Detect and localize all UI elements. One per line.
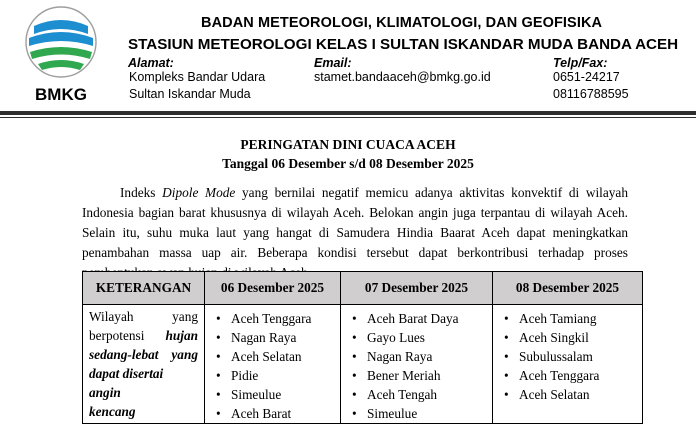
list-item: • Aceh Tenggara xyxy=(493,366,642,385)
list-item: • Bener Meriah xyxy=(341,366,492,385)
list-item: • Nagan Raya xyxy=(205,328,340,347)
list-item: • Aceh Selatan xyxy=(493,385,642,404)
list-item: • Aceh Tengah xyxy=(341,385,492,404)
list-item: • Simeulue xyxy=(205,385,340,404)
address-label: Alamat: xyxy=(128,56,174,70)
col-header-day-1: 06 Desember 2025 xyxy=(205,272,341,305)
letterhead xyxy=(0,0,696,110)
email-label: Email: xyxy=(314,56,352,70)
list-item: • Aceh Tenggara xyxy=(205,309,340,328)
para-prefix: Indeks xyxy=(120,185,163,200)
logo-text: BMKG xyxy=(35,85,87,104)
para-italic-term: Dipole Mode xyxy=(162,185,236,200)
phone-2: 08116788595 xyxy=(553,87,629,101)
list-item: • Aceh Selatan xyxy=(205,347,340,366)
list-item: • Aceh Barat xyxy=(205,404,340,423)
list-item: • Simeulue xyxy=(341,404,492,423)
desc-word: yang xyxy=(171,347,198,362)
day-2-list xyxy=(341,305,492,423)
document-date-range: Tanggal 06 Desember s/d 08 Desember 2025 xyxy=(222,156,474,171)
para-body: yang bernilai negatif memicu adanya aktivitas konvektif di wilayah Indonesia bagian barat khususnya di wilayah Aceh. Belokan angin juga terpantau di wilayah Aceh. Selain itu, suhu muka laut yang hangat di Samudera Hindia Baarat Aceh dapat meningkatkan penambahan massa uap air. Beberapa kondisi tersebut dapat berkontribusi terhadap proses xyxy=(82,185,628,260)
address-line-2: Sultan Iskandar Muda xyxy=(129,87,251,101)
table-header-row xyxy=(83,272,643,305)
list-item: • Aceh Tamiang xyxy=(493,309,642,328)
desc-word: yang xyxy=(172,309,198,324)
desc-word: kencang xyxy=(89,404,136,419)
intro-paragraph xyxy=(82,183,628,283)
warning-table xyxy=(82,271,643,424)
desc-word: hujan xyxy=(165,328,198,343)
day-1-list xyxy=(205,305,340,423)
desc-word: berpotensi xyxy=(89,328,145,343)
col-header-day-3: 08 Desember 2025 xyxy=(493,272,643,305)
header-rule-thick xyxy=(0,111,696,115)
desc-word: Wilayah xyxy=(89,309,134,324)
col-header-keterangan: KETERANGAN xyxy=(83,272,205,305)
day-3-list xyxy=(493,305,642,404)
header-rule-thin xyxy=(0,117,696,118)
station-name: STASIUN METEOROLOGI KELAS I SULTAN ISKANDAR MUDA BANDA ACEH xyxy=(128,36,679,53)
desc-word: dapat disertai angin xyxy=(89,366,164,400)
desc-word: sedang-lebat xyxy=(89,347,159,362)
document-title: PERINGATAN DINI CUACA ACEH xyxy=(240,137,456,152)
col-header-day-2: 07 Desember 2025 xyxy=(341,272,493,305)
list-item: • Nagan Raya xyxy=(341,347,492,366)
email-value: stamet.bandaaceh@bmkg.go.id xyxy=(314,70,491,84)
phone-1: 0651-24217 xyxy=(553,70,620,84)
phone-label: Telp/Fax: xyxy=(553,56,608,70)
address-line-1: Kompleks Bandar Udara xyxy=(129,70,266,84)
institution-name: BADAN METEOROLOGI, KLIMATOLOGI, DAN GEOFISIKA xyxy=(201,15,603,31)
list-item: • Aceh Singkil xyxy=(493,328,642,347)
list-item: • Subulussalam xyxy=(493,347,642,366)
list-item: • Pidie xyxy=(205,366,340,385)
bmkg-logo xyxy=(18,4,104,104)
list-item: • Aceh Barat Daya xyxy=(341,309,492,328)
list-item: • Gayo Lues xyxy=(341,328,492,347)
